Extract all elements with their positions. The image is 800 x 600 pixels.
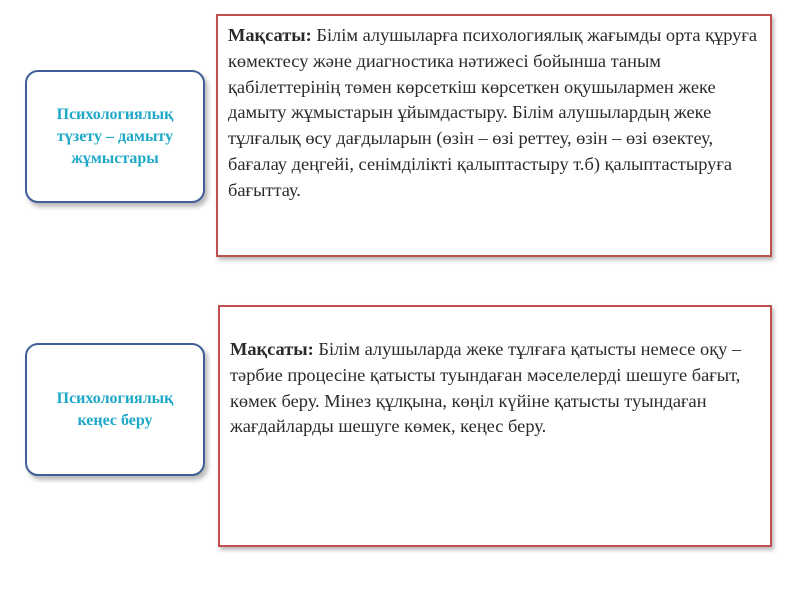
section-text-correction: Білім алушыларға психологиялық жағымды орта құруға көмектесу және диагностика нәтижесі бойынша таным қабілеттерінің төмен көрсеткіш көрсеткен оқушылармен жеке дамыту жұмыстарын ұйымдастыру. Білім алушылардың жеке тұлғалық өсу дағдыларын (өзін – өзі реттеу, өзін – өзі өзектеу, бағалау деңгейі, сенімділікті қалыптастыру т.б) қалыптастыруға бағыттау.: [228, 25, 758, 200]
section-heading-correction: Мақсаты:: [228, 25, 312, 45]
section-content-box-correction: [216, 14, 772, 257]
section-description-counseling: [230, 337, 762, 440]
section-label-box-counseling: [25, 343, 205, 476]
section-text-counseling: Білім алушыларда жеке тұлғаға қатысты немесе оқу – тәрбие процесіне қатысты туындаған мәселелерді шешуге бағыт, көмек беру. Мінез құлқына, көңіл күйіне қатысты туындаған жағдайларды шешуге көмек, кеңес беру.: [230, 339, 742, 437]
section-description-correction: [228, 23, 762, 204]
section-label-counseling: Психологиялық кеңес беру: [56, 389, 174, 429]
section-heading-counseling: Мақсаты:: [230, 339, 314, 359]
section-content-box-counseling: [218, 305, 772, 547]
section-label-correction: Психологиялық түзету – дамыту жұмыстары: [56, 105, 174, 167]
section-label-box-correction: [25, 70, 205, 203]
